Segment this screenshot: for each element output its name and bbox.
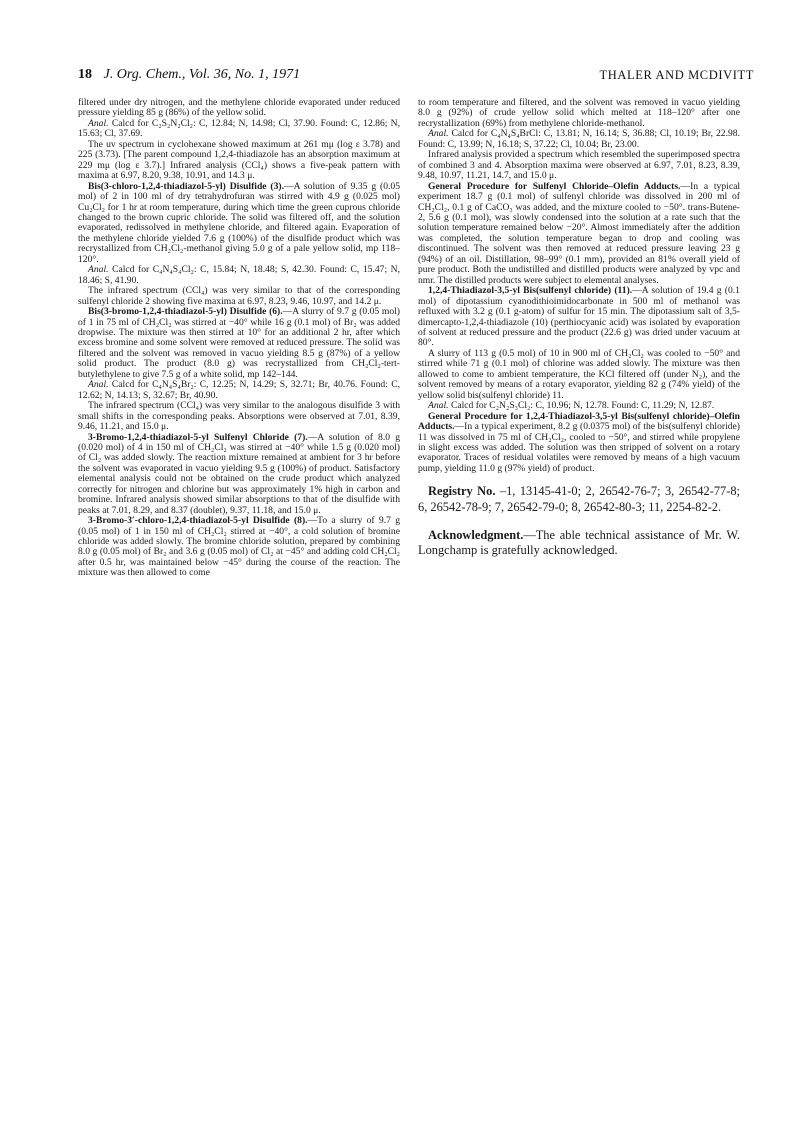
paragraph-text: The uv spectrum in cyclohexane showed maximum at 261 mμ (log ε 3.78) and 225 (3.73). [The parent compound 1,2,4-thiadiazole has an absorption maximum at 229 mμ (log ε 3.7).] Infrared analysis (CCl₄) shows a five-peak pattern with maxima at 6.97, 8.20, 9.38, 10.91, and 14.3 μ. xyxy=(78,138,400,182)
analysis-label: Anal. xyxy=(428,128,449,140)
paragraph xyxy=(78,433,400,517)
paragraph xyxy=(78,119,400,140)
registry-heading: Registry No. xyxy=(428,484,496,499)
acknowledgment-text: The able technical assistance of Mr. W. Longchamp is gratefully acknowledged. xyxy=(418,527,740,557)
paragraph xyxy=(418,349,740,401)
paragraph-text: to room temperature and filtered, and the solvent was removed in vacuo yielding 8.0 g (92%) of crude yellow solid which melted at 118–120° after one recrystallization (69%) from methylene chloride-methanol. xyxy=(418,97,740,129)
registry-text: –1, 13145-41-0; 2, 26542-76-7; 3, 26542-77-8; 6, 26542-78-9; 7, 26542-79-0; 8, 26542-80-3; 11, 2254-82-2. xyxy=(418,484,740,514)
page-number: 18 xyxy=(78,67,92,82)
acknowledgment-heading: Acknowledgment. xyxy=(428,527,524,542)
paragraph-text: A solution of 19.4 g (0.1 mol) of dipotassium cyanodithioimidocarbonate in 500 ml of methanol was refluxed with 3.2 g (0.1 g-atom) of sulfur for 15 min. The dipotassium salt of 3,5-dimercapto-1,2,4-thiadiazole (10) (perthiocyanic acid) was isolated by evaporation of solvent at reduced pressure and the product (22.6 g) was dried under vacuum at 80°. xyxy=(418,285,740,349)
header-left xyxy=(78,67,300,83)
paragraph xyxy=(78,401,400,432)
right-column xyxy=(418,98,740,558)
heading-separator: — xyxy=(284,180,294,192)
paragraph-text: filtered under dry nitrogen, and the methylene chloride evaporated under reduced pressure yielding 85 g (86%) of the yellow solid. xyxy=(78,97,400,119)
analysis-label: Anal. xyxy=(88,379,109,391)
paragraph xyxy=(78,265,400,286)
paragraph-text: In a typical experiment, 8.2 g (0.0375 mol) of the bis(sulfenyl chloride) 11 was dissolved in 75 ml of CH₂Cl₂, cooled to −50°, and stirred while propylene in slight excess was added. The solution was then stripped of solvent on a rotary evaporator. Traces of residual volatiles were removed by means of a high vacuum pump, yielding 11.0 g (97% yield) of product. xyxy=(418,421,740,474)
paragraph xyxy=(78,286,400,307)
heading-separator: — xyxy=(632,285,642,297)
section-heading: 3-Bromo-3′-chloro-1,2,4-thiadiazol-5-yl Disulfide (8). xyxy=(88,515,308,527)
heading-separator: — xyxy=(307,515,318,527)
paragraph xyxy=(418,182,740,287)
paragraph-text: To a slurry of 9.7 g (0.05 mol) of 1 in 150 ml of CH₂Cl₂ stirred at −40°, a cold solution of bromine chloride was added slowly. The bromine chloride solution, prepared by combining 8.0 g (0.05 mol) of Br₂ and 3.6 g (0.05 mol) of Cl₂ at −45° and adding cold CH₂Cl₂ after 0.5 hr, was maintained below −45° during the course of the reaction. The mixture was then allowed to come xyxy=(78,515,400,579)
paragraph-text: The infrared spectrum (CCl₄) was very similar to that of the corresponding sulfenyl chloride 2 showing five maxima at 6.97, 8.23, 9.46, 10.97, and 14.2 μ. xyxy=(78,285,400,307)
acknowledgment xyxy=(418,528,740,558)
paragraph xyxy=(78,140,400,182)
heading-separator: — xyxy=(282,306,293,318)
paragraph-text: A slurry of 9.7 g (0.05 mol) of 1 in 75 ml of CH₂Cl₂ was stirred at −40° while 16 g (0.1 mol) of Br₂ was added dropwise. The mixture was then stirred at 10° for an additional 2 hr, after which excess bromine and some solvent were removed at reduced pressure. The solid was filtered and the solvent was removed in vacuo yielding 8.5 g (87%) of a yellow solid product. The product (8.0 g) was recrystallized from CH₂Cl₂-tert-butylethylene to give 7.5 g of a white solid, mp 142–144. xyxy=(78,306,400,380)
heading-separator: — xyxy=(454,421,465,433)
paragraph-text: Infrared analysis provided a spectrum which resembled the superimposed spectra of combined 3 and 4. Absorption maxima were observed at 6.97, 7.01, 8.23, 8.39, 9.48, 10.97, 11.21, 14.7, and 15.0 μ. xyxy=(418,149,740,182)
paragraph xyxy=(78,380,400,401)
section-heading: 3-Bromo-1,2,4-thiadiazol-5-yl Sulfenyl Chloride (7). xyxy=(88,431,308,443)
running-authors: THALER AND MCDIVITT xyxy=(599,68,754,82)
paragraph-text: A slurry of 113 g (0.5 mol) of 10 in 900 ml of CH₂Cl₂ was cooled to −50° and stirred while 71 g (0.1 mol) of chlorine was added slowly. The mixture was then allowed to come to ambient temperature, the KCl filtered off (under N₂), and the solvent removed by means of a rotary evaporator, yielding 82 g (74% yield) of the yellow solid bis(sulfenyl chloride) 11. xyxy=(418,347,740,401)
paragraph xyxy=(418,150,740,181)
paragraph-text: Calcd for C₂N₂S₃Cl₂: C, 10.96; N, 12.78. Found: C, 11.29; N, 12.87. xyxy=(450,400,715,412)
right-column-paragraphs xyxy=(418,98,740,474)
registry-numbers xyxy=(418,484,740,514)
paragraph xyxy=(418,98,740,129)
section-heading: General Procedure for Sulfenyl Chloride–Olefin Adducts. xyxy=(428,180,681,192)
paragraph-text: Calcd for C₄N₄S₄Cl₂: C, 15.84; N, 18.48; S, 42.30. Found: C, 15.47; N, 18.46; S, 41.90. xyxy=(78,264,400,286)
paragraph xyxy=(418,286,740,349)
paragraph xyxy=(78,516,400,579)
paragraph-text: A solution of 8.0 g (0.020 mol) of 4 in 150 ml of CH₂Cl₂ was stirred at −40° while 1.5 g (0.020 mol) of Cl₂ was added slowly. The reaction mixture remained at ambient for 3 hr before the solvent was evaporated in vacuo yielding 9.5 g (100%) of product. Satisfactory elemental analysis could not be obtained on the crude product which analyzed correctly for nitrogen and chlorine but was approximately 1% high in carbon and bromine. Infrared analysis showed similar absorptions to that of the disulfide with peaks at 7.01, 8.29, and 8.37 (doublet), 9.37, 11.18, and 15.0 μ. xyxy=(78,431,400,516)
acknowledgment-dash: — xyxy=(523,527,536,542)
journal-citation: J. Org. Chem., Vol. 36, No. 1, 1971 xyxy=(103,67,301,82)
section-heading: 1,2,4-Thiadiazol-3,5-yl Bis(sulfenyl chloride) (11). xyxy=(428,285,633,297)
paragraph xyxy=(78,182,400,266)
paragraph-text: Calcd for C₄N₄S₄BrCl: C, 13.81; N, 16.14; S, 36.88; Cl, 10.19; Br, 22.98. Found: C, 13.99; N, 16.18; S, 37.22; Cl, 10.04; Br, 23.00. xyxy=(418,128,740,150)
section-heading: Bis(3-bromo-1,2,4-thiadiazol-5-yl) Disulfide (6). xyxy=(88,306,283,318)
page-header xyxy=(78,67,754,87)
left-column xyxy=(78,98,400,579)
paragraph xyxy=(78,307,400,380)
paragraph-text: In a typical experiment 18.7 g (0.1 mol) of sulfenyl chloride was dissolved in 200 ml of CH₂Cl₂, 0.1 g of CaCO₃ was added, and the mixture cooled to −50°. trans-Butene-2, 5.6 g (0.1 mol), was slowly condensed into the solution at a rate such that the solution temperature remained below −20°. Almost immediately after the addition was completed, the solution temperature began to drop and cooling was discontinued. The solvent was then removed at reduced pressure leaving 23 g (94%) of an oil. Distillation, 98–99° (0.1 mm), provided an 81% overall yield of pure product. Both the undistilled and distilled products were analyzed by vpc and nmr. The distilled products were subject to elemental analyses. xyxy=(418,180,740,286)
heading-separator: — xyxy=(307,431,318,443)
paragraph xyxy=(418,412,740,475)
heading-separator: — xyxy=(680,180,691,192)
paragraph-text: Calcd for C₂S₂N₂Cl₂: C, 12.84; N, 14.98; Cl, 37.90. Found: C, 12.86; N, 15.63; Cl, 37.69. xyxy=(78,117,400,140)
section-heading: Bis(3-chloro-1,2,4-thiadiazol-5-yl) Disulfide (3). xyxy=(88,180,285,192)
paragraph-text: A solution of 9.35 g (0.05 mol) of 2 in 100 ml of dry tetrahydrofuran was stirred with 4.9 g (0.025 mol) Cu₂Cl₂ for 1 hr at room temperature, during which time the green cuprous chloride changed to the brown cupric chloride. The solid was filtered off, and the solution evaporated, redissolved in methylene chloride, and filtered again. Evaporation of the methylene chloride yielded 7.6 g (100%) of the disulfide product which was recrystallized from CH₂Cl₂-methanol giving 5.0 g of a pale yellow solid, mp 118–120°. xyxy=(78,180,400,265)
analysis-label: Anal. xyxy=(88,264,109,276)
analysis-label: Anal. xyxy=(428,400,449,412)
paragraph-text: The infrared spectrum (CCl₄) was very similar to the analogous disulfide 3 with small shifts in the corresponding peaks. Absorptions were observed at 7.01, 8.39, 9.46, 11.21, and 15.0 μ. xyxy=(78,400,400,433)
paragraph xyxy=(418,129,740,150)
paragraph-text: Calcd for C₄N₄S₄Br₂: C, 12.25; N, 14.29; S, 32.71; Br, 40.76. Found: C, 12.62; N, 14.13; S, 32.67; Br, 40.90. xyxy=(78,379,400,401)
section-heading: General Procedure for 1,2,4-Thiadiazol-3,5-yl Bis(sulfenyl chloride)–Olefin Adducts. xyxy=(418,410,740,433)
analysis-label: Anal. xyxy=(88,117,109,129)
paragraph xyxy=(78,98,400,119)
